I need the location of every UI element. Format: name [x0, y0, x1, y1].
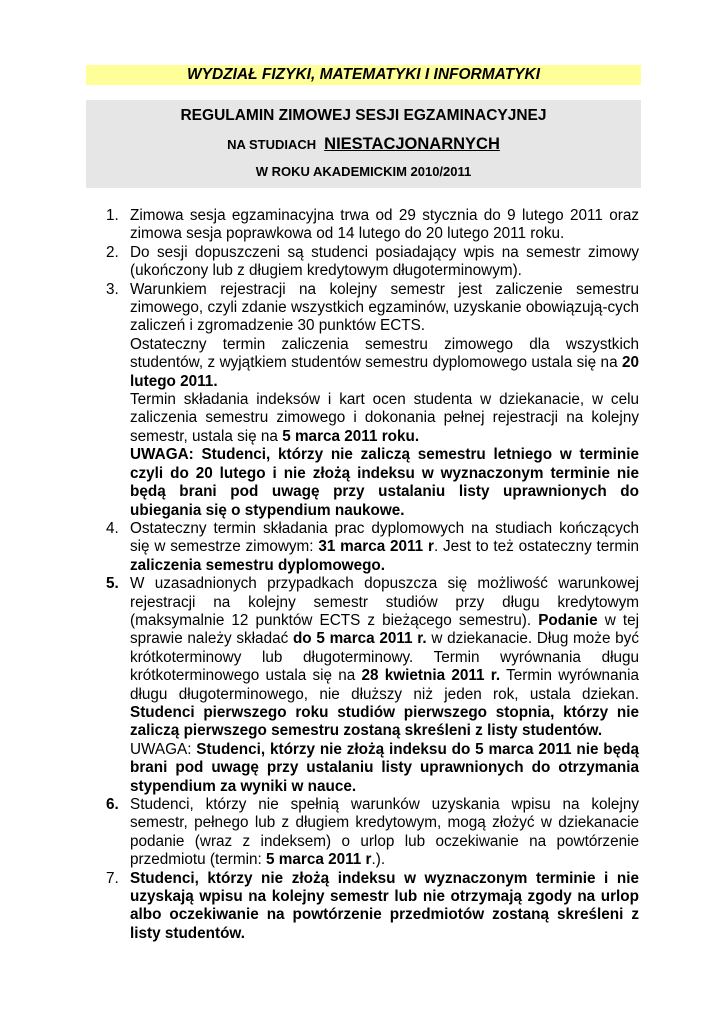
- rule-7: [106, 869, 639, 944]
- rule-number: 2.: [106, 243, 119, 261]
- text-run: Termin składania indeksów i kart ocen studenta w dziekanacie, w celu zaliczenia semestru zimowego i dokonania pełnej rejestracji na kolejny semestr, ustala się na: [130, 391, 639, 445]
- text-run: Ostateczny termin składania prac dyplomowych na studiach kończących się w semestrze zimowym:: [130, 519, 639, 556]
- text-run: w dziekanacie. Dług może być krótkoterminowy lub długoterminowy. Termin wyrównania długu krótkoterminowego ustala się na: [130, 630, 639, 685]
- deadline-date: 5 marca 2011 roku.: [282, 427, 420, 445]
- rule-6: [106, 796, 639, 870]
- emphasis-text: Podanie: [538, 611, 598, 629]
- rule-number: 3.: [106, 280, 119, 298]
- rule-text: Do sesji dopuszczeni są studenci posiadający wpis na semestr zimowy (ukończony lub z długiem kredytowym długoterminowym).: [130, 243, 639, 280]
- faculty-banner: WYDZIAŁ FIZYKI, MATEMATYKI I INFORMATYKI: [86, 65, 641, 85]
- rule-number: 1.: [106, 207, 119, 224]
- rule-number: 7.: [106, 869, 119, 887]
- studies-line: [86, 133, 641, 156]
- deadline-date: 5 marca 2011 r: [266, 851, 372, 869]
- studies-type: NIESTACJONARNYCH: [324, 135, 500, 153]
- warning-text: Studenci, którzy nie złożą indeksu do 5 marca 2011 nie będą brani pod uwagę przy ustalaniu listy uprawnionych do otrzymania stypendium za wyniki w nauce.: [130, 740, 639, 795]
- deadline-date: do 5 marca 2011 r.: [292, 630, 427, 648]
- text-run: Ostateczny termin zaliczenia semestru zimowego dla wszystkich studentów, z wyjątkiem studentów semestru dyplomowego ustala się na: [130, 335, 639, 372]
- text-run: .).: [371, 851, 386, 869]
- rule-2: [106, 243, 639, 281]
- rule-number: 6.: [106, 796, 119, 813]
- rule-text: [130, 796, 639, 870]
- text-run: . Jest to też ostateczny termin: [433, 538, 640, 556]
- text-run: W uzasadnionych przypadkach dopuszcza się możliwość warunkowej rejestracji na kolejny semestr studiów przy długu kredytowym (maksymalnie 12 punktów ECTS z bieżącego semestru).: [130, 575, 639, 629]
- text-run: Studenci, którzy nie spełnią warunków uzyskania wpisu na kolejny semestr, pełnego lub z długiem kredytowym, mogą złożyć w dziekanacie podanie (wraz z indeksem) o urlop lub oczekiwanie na powtórzenie przedmiotu (termin:: [130, 796, 639, 869]
- text-run: Termin wyrównania długu długoterminowego, nie dłuższy niż jeden rok, ustala dziekan.: [130, 667, 639, 703]
- warning-paragraph: [130, 741, 639, 796]
- deadline-date: 28 kwietnia 2011 r.: [361, 667, 501, 685]
- deadline-date: 31 marca 2011 r: [318, 538, 434, 556]
- rule-number: 5.: [106, 575, 119, 593]
- text-run: UWAGA:: [130, 740, 197, 758]
- text-run: w tej sprawie należy składać: [130, 611, 640, 648]
- warning-text: UWAGA: Studenci, którzy nie zaliczą semestru letniego w terminie czyli do 20 lutego i nie złożą indeksu w wyznaczonym terminie nie będą brani pod uwagę przy ustalaniu listy uprawnionych do ubiegania się o stypendium naukowe.: [130, 446, 639, 519]
- deadline-date: 20 lutego 2011.: [130, 354, 639, 390]
- emphasis-text: Studenci, którzy nie złożą indeksu w wyznaczonym terminie i nie uzyskają wpisu na kolejny semestr lub nie otrzymają zgody na urlop albo oczekiwanie na powtórzenie przedmiotów zostaną skreśleni z listy studentów.: [130, 869, 639, 942]
- rule-5: [106, 575, 640, 796]
- studies-prefix: NA STUDIACH: [227, 137, 317, 152]
- rule-4: [106, 519, 640, 575]
- rule-paragraph: [130, 391, 639, 446]
- emphasis-text: zaliczenia semestru dyplomowego.: [130, 556, 386, 574]
- rule-number: 4.: [106, 519, 119, 537]
- rule-text: [130, 575, 639, 741]
- rule-text: [130, 870, 639, 944]
- rules-list: [106, 207, 640, 943]
- academic-year: W ROKU AKADEMICKIM 2010/2011: [255, 164, 472, 179]
- rule-paragraph: [130, 336, 639, 391]
- title-block: [86, 100, 641, 188]
- rule-text: Zimowa sesja egzaminacyjna trwa od 29 stycznia do 9 lutego 2011 oraz zimowa sesja poprawkowa od 14 lutego do 20 lutego 2011 roku.: [130, 207, 639, 243]
- regulation-title: REGULAMIN ZIMOWEJ SESJI EGZAMINACYJNEJ: [180, 107, 547, 124]
- rule-text: [130, 520, 639, 575]
- rule-1: [106, 207, 639, 244]
- emphasis-text: Studenci pierwszego roku studiów pierwszego stopnia, którzy nie zaliczą pierwszego semestru zostaną skreśleni z listy studentów.: [130, 703, 639, 740]
- rule-3: [106, 280, 639, 520]
- warning-paragraph: [130, 446, 639, 520]
- rule-text: Warunkiem rejestracji na kolejny semestr jest zaliczenie semestru zimowego, czyli zdanie wszystkich egzaminów, uzyskanie obowiązują-cych zaliczeń i zgromadzenie 30 punktów ECTS.: [130, 280, 639, 335]
